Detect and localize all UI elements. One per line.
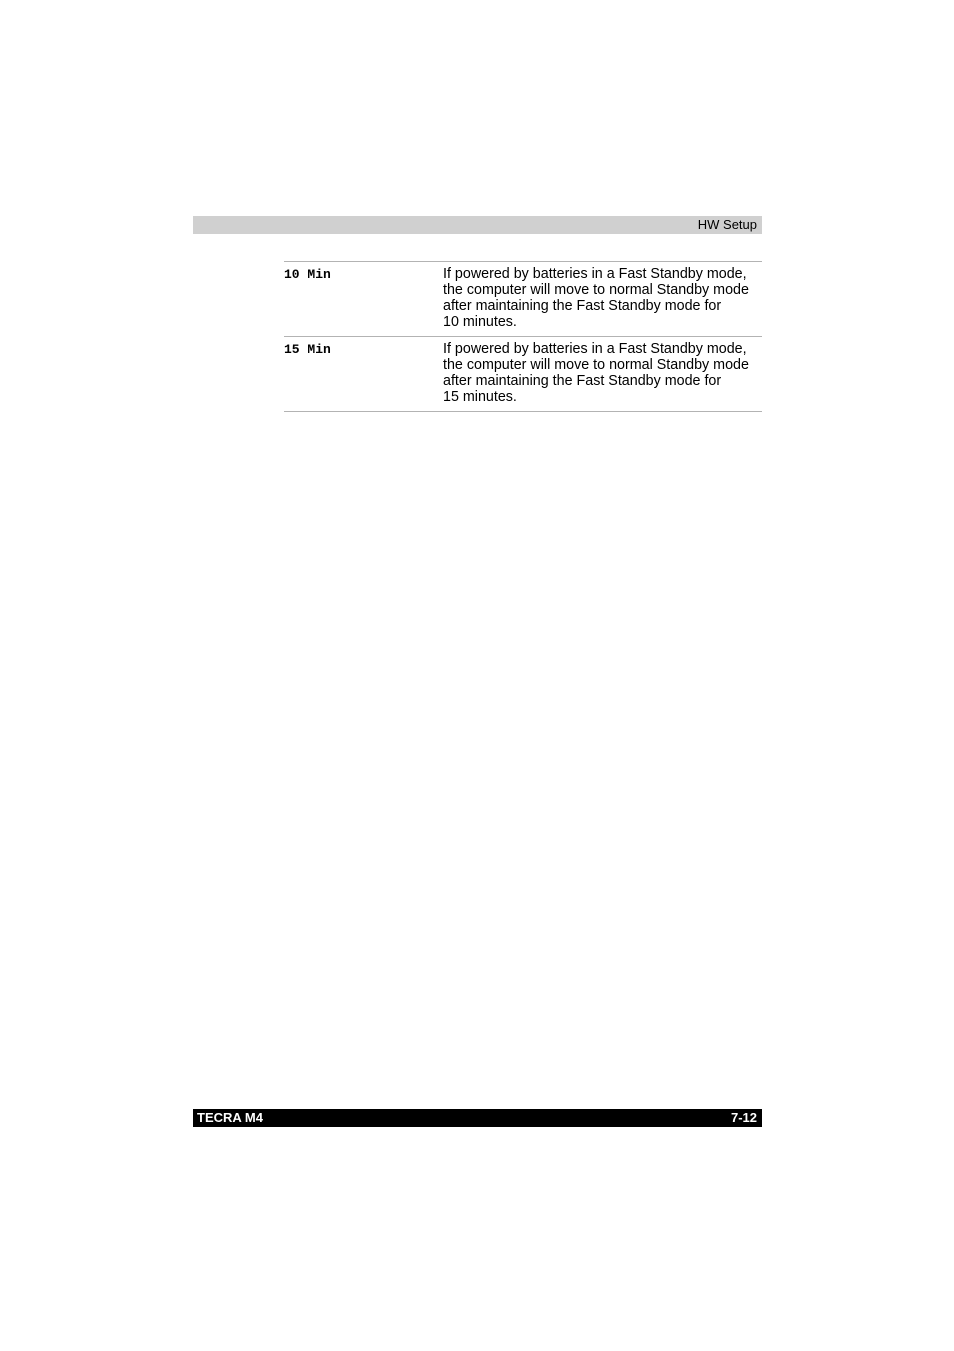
page-footer-bar bbox=[193, 1109, 762, 1127]
table-row bbox=[284, 337, 762, 412]
table-row bbox=[284, 262, 762, 337]
options-table bbox=[284, 261, 762, 412]
section-title: HW Setup bbox=[697, 217, 757, 232]
page-header-bar bbox=[193, 216, 762, 234]
option-description: If powered by batteries in a Fast Standby mode, the computer will move to normal Standby mode after maintaining the Fast Standby mode for 15 minutes. bbox=[443, 337, 762, 412]
option-description: If powered by batteries in a Fast Standby mode, the computer will move to normal Standby mode after maintaining the Fast Standby mode for 10 minutes. bbox=[443, 262, 762, 337]
option-label: 10 Min bbox=[284, 262, 443, 337]
option-label: 15 Min bbox=[284, 337, 443, 412]
product-name: TECRA M4 bbox=[197, 1110, 263, 1125]
page-number: 7-12 bbox=[730, 1110, 757, 1125]
